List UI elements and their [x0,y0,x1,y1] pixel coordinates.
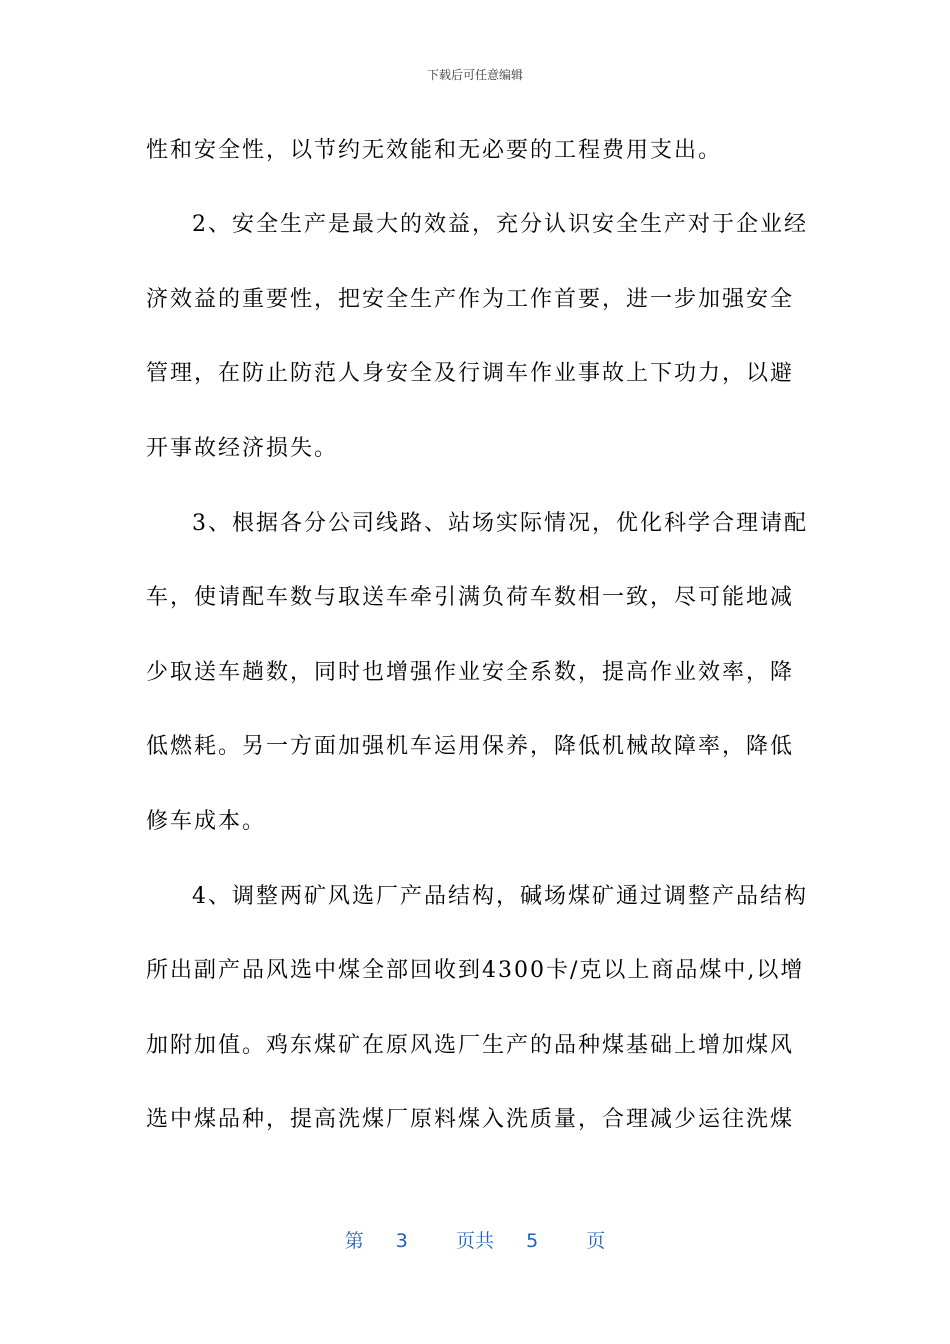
body-line: 低燃耗。另一方面加强机车运用保养，降低机械故障率，降低 [146,734,795,759]
page-number-footer: 第 3 页共 5 页 [344,1230,606,1252]
body-line: 少取送车趟数，同时也增强作业安全系数，提高作业效率，降 [146,660,795,685]
body-line: 选中煤品种，提高洗煤厂原料煤入洗质量，合理减少运往洗煤 [146,1107,795,1132]
body-line: 4、调整两矿风选厂产品结构，碱场煤矿通过调整产品结构 [192,884,808,909]
body-line: 济效益的重要性，把安全生产作为工作首要，进一步加强安全 [146,287,795,312]
body-line: 修车成本。 [146,809,267,834]
header-note: 下载后可任意编辑 [426,68,523,82]
body-line: 2、安全生产是最大的效益，充分认识安全生产对于企业经 [192,212,808,237]
body-line: 开事故经济损失。 [146,436,339,461]
body-line: 性和安全性，以节约无效能和无必要的工程费用支出。 [146,138,723,163]
body-line: 管理，在防止防范人身安全及行调车作业事故上下功力，以避 [146,361,795,386]
body-line: 加附加值。鸡东煤矿在原风选厂生产的品种煤基础上增加煤风 [146,1033,795,1058]
body-line: 所出副产品风选中煤全部回收到4300卡/克以上商品煤中,以增 [146,958,805,983]
body-line: 车，使请配车数与取送车牵引满负荷车数相一致，尽可能地减 [146,585,795,610]
body-line: 3、根据各分公司线路、站场实际情况，优化科学合理请配 [192,511,808,536]
